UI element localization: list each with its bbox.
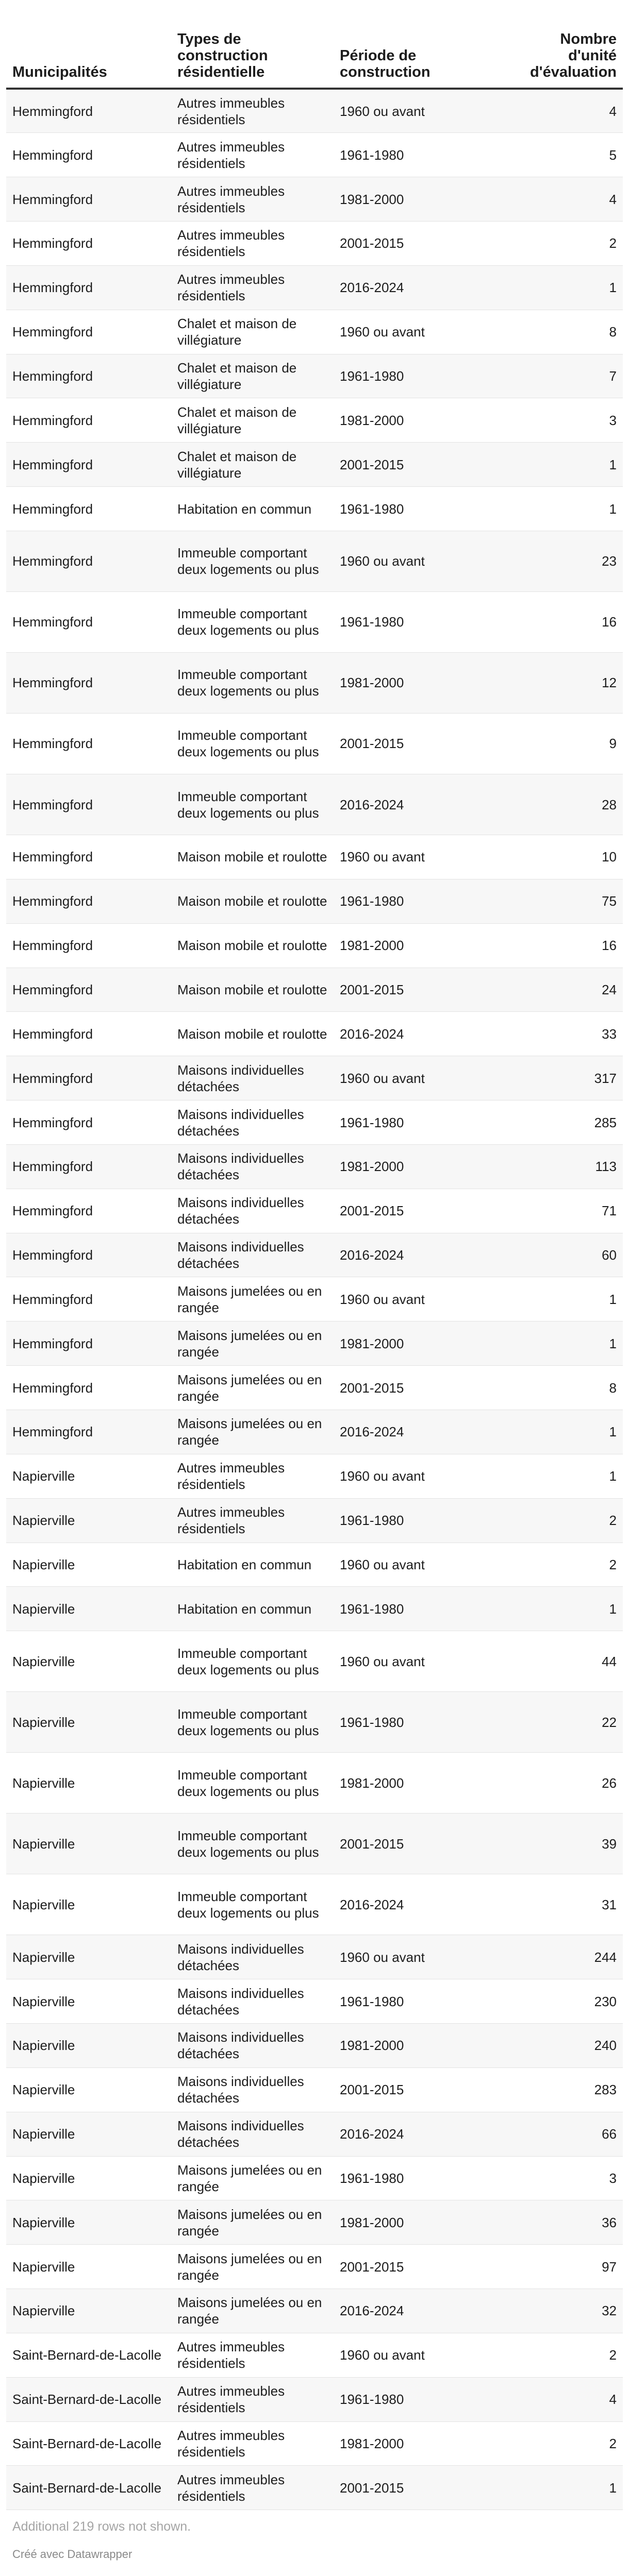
cell-municipalite: Hemmingford [6, 923, 171, 968]
cell-type-construction: Habitation en commun [171, 487, 334, 531]
cell-type-construction: Maisons individuelles détachées [171, 1144, 334, 1189]
cell-type-construction: Immeuble comportant deux logements ou plus [171, 713, 334, 774]
cell-type-construction: Immeuble comportant deux logements ou plus [171, 1631, 334, 1692]
cell-municipalite: Saint-Bernard-de-Lacolle [6, 2421, 171, 2466]
table-row [6, 1144, 623, 1189]
table-row [6, 1935, 623, 1979]
cell-nombre-unites: 28 [504, 774, 623, 835]
cell-type-construction: Maisons individuelles détachées [171, 1189, 334, 1233]
table-row [6, 1543, 623, 1587]
cell-type-construction: Habitation en commun [171, 1543, 334, 1587]
table-body [6, 89, 623, 2510]
cell-municipalite: Hemmingford [6, 591, 171, 652]
table-row [6, 2421, 623, 2466]
cell-municipalite: Saint-Bernard-de-Lacolle [6, 2466, 171, 2510]
cell-nombre-unites: 16 [504, 591, 623, 652]
table-row [6, 1587, 623, 1631]
cell-municipalite: Hemmingford [6, 1012, 171, 1056]
cell-nombre-unites: 60 [504, 1233, 623, 1277]
cell-municipalite: Napierville [6, 2067, 171, 2112]
cell-nombre-unites: 71 [504, 1189, 623, 1233]
cell-periode: 1960 ou avant [334, 1543, 504, 1587]
table-row [6, 1189, 623, 1233]
table-row [6, 443, 623, 487]
table-row [6, 265, 623, 310]
table-row [6, 1056, 623, 1100]
cell-municipalite: Hemmingford [6, 265, 171, 310]
table-row [6, 487, 623, 531]
cell-municipalite: Hemmingford [6, 1277, 171, 1321]
cell-municipalite: Hemmingford [6, 713, 171, 774]
cell-nombre-unites: 32 [504, 2289, 623, 2333]
cell-periode: 1961-1980 [334, 1692, 504, 1753]
cell-nombre-unites: 1 [504, 1587, 623, 1631]
cell-municipalite: Hemmingford [6, 310, 171, 354]
table-row [6, 1321, 623, 1366]
cell-type-construction: Autres immeubles résidentiels [171, 222, 334, 266]
cell-type-construction: Maisons jumelées ou en rangée [171, 2200, 334, 2245]
table-row [6, 1814, 623, 1874]
cell-nombre-unites: 283 [504, 2067, 623, 2112]
cell-type-construction: Immeuble comportant deux logements ou plus [171, 1874, 334, 1935]
cell-type-construction: Maisons jumelées ou en rangée [171, 2289, 334, 2333]
cell-periode: 1960 ou avant [334, 1277, 504, 1321]
cell-municipalite: Napierville [6, 1631, 171, 1692]
cell-nombre-unites: 12 [504, 652, 623, 713]
cell-municipalite: Hemmingford [6, 398, 171, 443]
cell-periode: 2016-2024 [334, 1410, 504, 1454]
cell-municipalite: Napierville [6, 1814, 171, 1874]
cell-nombre-unites: 1 [504, 1277, 623, 1321]
cell-municipalite: Hemmingford [6, 1321, 171, 1366]
cell-periode: 2001-2015 [334, 443, 504, 487]
cell-municipalite: Napierville [6, 1454, 171, 1498]
cell-municipalite: Napierville [6, 1753, 171, 1814]
cell-municipalite: Napierville [6, 1692, 171, 1753]
table-row [6, 1454, 623, 1498]
cell-nombre-unites: 230 [504, 1979, 623, 2024]
cell-municipalite: Napierville [6, 2156, 171, 2200]
cell-type-construction: Immeuble comportant deux logements ou plus [171, 531, 334, 591]
cell-municipalite: Napierville [6, 2245, 171, 2289]
cell-municipalite: Hemmingford [6, 1366, 171, 1410]
cell-type-construction: Chalet et maison de villégiature [171, 443, 334, 487]
cell-nombre-unites: 1 [504, 2466, 623, 2510]
column-header-nombre-unites[interactable]: Nombre d'unité d'évaluation [504, 0, 623, 89]
cell-nombre-unites: 9 [504, 713, 623, 774]
cell-municipalite: Hemmingford [6, 968, 171, 1012]
table-row [6, 1233, 623, 1277]
cell-periode: 1961-1980 [334, 591, 504, 652]
cell-nombre-unites: 39 [504, 1814, 623, 1874]
cell-type-construction: Immeuble comportant deux logements ou plus [171, 591, 334, 652]
cell-periode: 1960 ou avant [334, 89, 504, 133]
cell-periode: 1961-1980 [334, 133, 504, 177]
cell-periode: 1960 ou avant [334, 835, 504, 879]
cell-type-construction: Immeuble comportant deux logements ou plus [171, 774, 334, 835]
cell-municipalite: Hemmingford [6, 1410, 171, 1454]
cell-nombre-unites: 66 [504, 2112, 623, 2156]
table-row [6, 2333, 623, 2377]
cell-nombre-unites: 7 [504, 354, 623, 398]
cell-municipalite: Napierville [6, 1498, 171, 1543]
cell-nombre-unites: 2 [504, 1498, 623, 1543]
table-row [6, 310, 623, 354]
cell-municipalite: Hemmingford [6, 89, 171, 133]
column-header-municipalites[interactable]: Municipalités [6, 0, 171, 89]
cell-type-construction: Maisons individuelles détachées [171, 1100, 334, 1145]
cell-municipalite: Hemmingford [6, 177, 171, 222]
table-row [6, 1100, 623, 1145]
cell-municipalite: Hemmingford [6, 1189, 171, 1233]
cell-nombre-unites: 2 [504, 222, 623, 266]
cell-municipalite: Hemmingford [6, 1100, 171, 1145]
cell-nombre-unites: 36 [504, 2200, 623, 2245]
table-row [6, 1692, 623, 1753]
cell-type-construction: Autres immeubles résidentiels [171, 2333, 334, 2377]
cell-municipalite: Hemmingford [6, 835, 171, 879]
cell-periode: 1961-1980 [334, 879, 504, 923]
cell-nombre-unites: 44 [504, 1631, 623, 1692]
cell-nombre-unites: 26 [504, 1753, 623, 1814]
cell-type-construction: Maisons individuelles détachées [171, 1056, 334, 1100]
cell-municipalite: Hemmingford [6, 133, 171, 177]
cell-type-construction: Autres immeubles résidentiels [171, 133, 334, 177]
cell-periode: 1981-2000 [334, 1753, 504, 1814]
cell-type-construction: Autres immeubles résidentiels [171, 2377, 334, 2421]
cell-nombre-unites: 4 [504, 2377, 623, 2421]
datawrapper-credit[interactable]: Créé avec Datawrapper [12, 2548, 133, 2561]
cell-periode: 2016-2024 [334, 2112, 504, 2156]
cell-periode: 2001-2015 [334, 222, 504, 266]
cell-periode: 1960 ou avant [334, 310, 504, 354]
cell-nombre-unites: 22 [504, 1692, 623, 1753]
cell-type-construction: Maisons jumelées ou en rangée [171, 2156, 334, 2200]
cell-periode: 1960 ou avant [334, 1631, 504, 1692]
cell-type-construction: Autres immeubles résidentiels [171, 265, 334, 310]
cell-periode: 2001-2015 [334, 2245, 504, 2289]
cell-municipalite: Hemmingford [6, 222, 171, 266]
cell-periode: 1961-1980 [334, 1498, 504, 1543]
cell-periode: 1961-1980 [334, 354, 504, 398]
cell-periode: 1981-2000 [334, 652, 504, 713]
cell-nombre-unites: 2 [504, 2421, 623, 2466]
cell-nombre-unites: 16 [504, 923, 623, 968]
cell-type-construction: Maison mobile et roulotte [171, 879, 334, 923]
cell-nombre-unites: 10 [504, 835, 623, 879]
cell-type-construction: Autres immeubles résidentiels [171, 89, 334, 133]
cell-periode: 1961-1980 [334, 1587, 504, 1631]
cell-municipalite: Napierville [6, 2200, 171, 2245]
cell-type-construction: Maisons jumelées ou en rangée [171, 1366, 334, 1410]
cell-municipalite: Napierville [6, 1587, 171, 1631]
table-row [6, 652, 623, 713]
cell-nombre-unites: 317 [504, 1056, 623, 1100]
table-row [6, 2156, 623, 2200]
cell-type-construction: Autres immeubles résidentiels [171, 2421, 334, 2466]
cell-nombre-unites: 285 [504, 1100, 623, 1145]
table-row [6, 2200, 623, 2245]
cell-nombre-unites: 244 [504, 1935, 623, 1979]
table-row [6, 968, 623, 1012]
cell-periode: 2016-2024 [334, 1233, 504, 1277]
cell-periode: 1981-2000 [334, 1144, 504, 1189]
table-row [6, 133, 623, 177]
cell-periode: 2001-2015 [334, 1366, 504, 1410]
cell-nombre-unites: 1 [504, 265, 623, 310]
table-row [6, 1012, 623, 1056]
table-row [6, 2289, 623, 2333]
table-row [6, 591, 623, 652]
cell-periode: 1960 ou avant [334, 2333, 504, 2377]
cell-nombre-unites: 3 [504, 2156, 623, 2200]
cell-type-construction: Maisons individuelles détachées [171, 1935, 334, 1979]
cell-periode: 1981-2000 [334, 2421, 504, 2466]
cell-nombre-unites: 1 [504, 1454, 623, 1498]
cell-periode: 1961-1980 [334, 2377, 504, 2421]
cell-type-construction: Maisons jumelées ou en rangée [171, 1321, 334, 1366]
table-row [6, 1753, 623, 1814]
cell-municipalite: Napierville [6, 1874, 171, 1935]
cell-periode: 1960 ou avant [334, 531, 504, 591]
cell-nombre-unites: 1 [504, 1410, 623, 1454]
cell-periode: 1981-2000 [334, 1321, 504, 1366]
cell-type-construction: Habitation en commun [171, 1587, 334, 1631]
cell-type-construction: Maison mobile et roulotte [171, 923, 334, 968]
cell-type-construction: Immeuble comportant deux logements ou plus [171, 1692, 334, 1753]
table-row [6, 222, 623, 266]
cell-nombre-unites: 4 [504, 89, 623, 133]
cell-type-construction: Maisons individuelles détachées [171, 2067, 334, 2112]
rows-not-shown-note: Additional 219 rows not shown. [12, 2519, 191, 2534]
table-row [6, 531, 623, 591]
cell-type-construction: Chalet et maison de villégiature [171, 398, 334, 443]
column-header-periode-construction[interactable]: Période de construction [334, 0, 504, 89]
cell-nombre-unites: 1 [504, 443, 623, 487]
table-row [6, 2112, 623, 2156]
cell-type-construction: Maisons individuelles détachées [171, 1979, 334, 2024]
cell-municipalite: Hemmingford [6, 1056, 171, 1100]
table-row [6, 1366, 623, 1410]
cell-type-construction: Autres immeubles résidentiels [171, 1498, 334, 1543]
cell-nombre-unites: 240 [504, 2023, 623, 2067]
cell-type-construction: Maisons jumelées ou en rangée [171, 1277, 334, 1321]
table-row [6, 923, 623, 968]
cell-type-construction: Maisons individuelles détachées [171, 2023, 334, 2067]
cell-periode: 2001-2015 [334, 968, 504, 1012]
table-row [6, 2245, 623, 2289]
cell-periode: 1960 ou avant [334, 1935, 504, 1979]
table-row [6, 774, 623, 835]
cell-municipalite: Napierville [6, 1543, 171, 1587]
cell-municipalite: Hemmingford [6, 354, 171, 398]
cell-periode: 1981-2000 [334, 177, 504, 222]
cell-periode: 1981-2000 [334, 2023, 504, 2067]
cell-periode: 2016-2024 [334, 1012, 504, 1056]
table-row [6, 835, 623, 879]
cell-periode: 2016-2024 [334, 1874, 504, 1935]
table-row [6, 2466, 623, 2510]
table-row [6, 177, 623, 222]
cell-periode: 1960 ou avant [334, 1454, 504, 1498]
table-row [6, 1277, 623, 1321]
cell-type-construction: Autres immeubles résidentiels [171, 2466, 334, 2510]
cell-periode: 1981-2000 [334, 923, 504, 968]
cell-type-construction: Maisons jumelées ou en rangée [171, 2245, 334, 2289]
cell-periode: 2001-2015 [334, 2067, 504, 2112]
table-row [6, 2023, 623, 2067]
cell-periode: 2001-2015 [334, 2466, 504, 2510]
cell-periode: 1961-1980 [334, 487, 504, 531]
cell-type-construction: Immeuble comportant deux logements ou plus [171, 652, 334, 713]
cell-periode: 1981-2000 [334, 2200, 504, 2245]
cell-nombre-unites: 33 [504, 1012, 623, 1056]
cell-nombre-unites: 2 [504, 2333, 623, 2377]
cell-nombre-unites: 23 [504, 531, 623, 591]
cell-municipalite: Napierville [6, 1935, 171, 1979]
cell-periode: 1981-2000 [334, 398, 504, 443]
cell-type-construction: Immeuble comportant deux logements ou plus [171, 1753, 334, 1814]
cell-nombre-unites: 1 [504, 487, 623, 531]
cell-type-construction: Chalet et maison de villégiature [171, 354, 334, 398]
cell-type-construction: Maisons individuelles détachées [171, 2112, 334, 2156]
cell-nombre-unites: 113 [504, 1144, 623, 1189]
table-header [6, 0, 623, 89]
cell-municipalite: Hemmingford [6, 1233, 171, 1277]
table-row [6, 398, 623, 443]
cell-municipalite: Hemmingford [6, 879, 171, 923]
cell-periode: 1961-1980 [334, 1100, 504, 1145]
table-row [6, 1874, 623, 1935]
cell-periode: 2001-2015 [334, 1814, 504, 1874]
cell-periode: 2016-2024 [334, 2289, 504, 2333]
table-row [6, 1631, 623, 1692]
cell-municipalite: Saint-Bernard-de-Lacolle [6, 2333, 171, 2377]
cell-nombre-unites: 3 [504, 398, 623, 443]
table-row [6, 354, 623, 398]
cell-type-construction: Immeuble comportant deux logements ou plus [171, 1814, 334, 1874]
table-row [6, 713, 623, 774]
table-row [6, 1979, 623, 2024]
cell-nombre-unites: 97 [504, 2245, 623, 2289]
cell-periode: 2016-2024 [334, 774, 504, 835]
cell-type-construction: Autres immeubles résidentiels [171, 177, 334, 222]
cell-nombre-unites: 8 [504, 310, 623, 354]
cell-municipalite: Hemmingford [6, 487, 171, 531]
table-row [6, 1410, 623, 1454]
cell-nombre-unites: 4 [504, 177, 623, 222]
cell-municipalite: Saint-Bernard-de-Lacolle [6, 2377, 171, 2421]
cell-municipalite: Napierville [6, 1979, 171, 2024]
cell-periode: 2016-2024 [334, 265, 504, 310]
cell-nombre-unites: 75 [504, 879, 623, 923]
cell-periode: 1961-1980 [334, 2156, 504, 2200]
data-table [6, 0, 623, 2510]
table-row [6, 89, 623, 133]
cell-municipalite: Hemmingford [6, 443, 171, 487]
cell-type-construction: Maison mobile et roulotte [171, 1012, 334, 1056]
cell-type-construction: Maisons jumelées ou en rangée [171, 1410, 334, 1454]
cell-type-construction: Autres immeubles résidentiels [171, 1454, 334, 1498]
cell-periode: 2001-2015 [334, 713, 504, 774]
cell-type-construction: Maison mobile et roulotte [171, 968, 334, 1012]
cell-type-construction: Maison mobile et roulotte [171, 835, 334, 879]
cell-municipalite: Napierville [6, 2112, 171, 2156]
cell-nombre-unites: 1 [504, 1321, 623, 1366]
cell-municipalite: Hemmingford [6, 1144, 171, 1189]
cell-periode: 2001-2015 [334, 1189, 504, 1233]
cell-municipalite: Hemmingford [6, 531, 171, 591]
table-row [6, 2067, 623, 2112]
cell-type-construction: Chalet et maison de villégiature [171, 310, 334, 354]
cell-periode: 1960 ou avant [334, 1056, 504, 1100]
cell-municipalite: Napierville [6, 2023, 171, 2067]
cell-municipalite: Hemmingford [6, 774, 171, 835]
table-row [6, 879, 623, 923]
cell-type-construction: Maisons individuelles détachées [171, 1233, 334, 1277]
cell-municipalite: Hemmingford [6, 652, 171, 713]
cell-nombre-unites: 31 [504, 1874, 623, 1935]
cell-municipalite: Napierville [6, 2289, 171, 2333]
cell-periode: 1961-1980 [334, 1979, 504, 2024]
cell-nombre-unites: 5 [504, 133, 623, 177]
column-header-types-construction[interactable]: Types de construction résidentielle [171, 0, 334, 89]
table-row [6, 2377, 623, 2421]
table-row [6, 1498, 623, 1543]
cell-nombre-unites: 24 [504, 968, 623, 1012]
table-header-row [6, 0, 623, 89]
cell-nombre-unites: 8 [504, 1366, 623, 1410]
cell-nombre-unites: 2 [504, 1543, 623, 1587]
